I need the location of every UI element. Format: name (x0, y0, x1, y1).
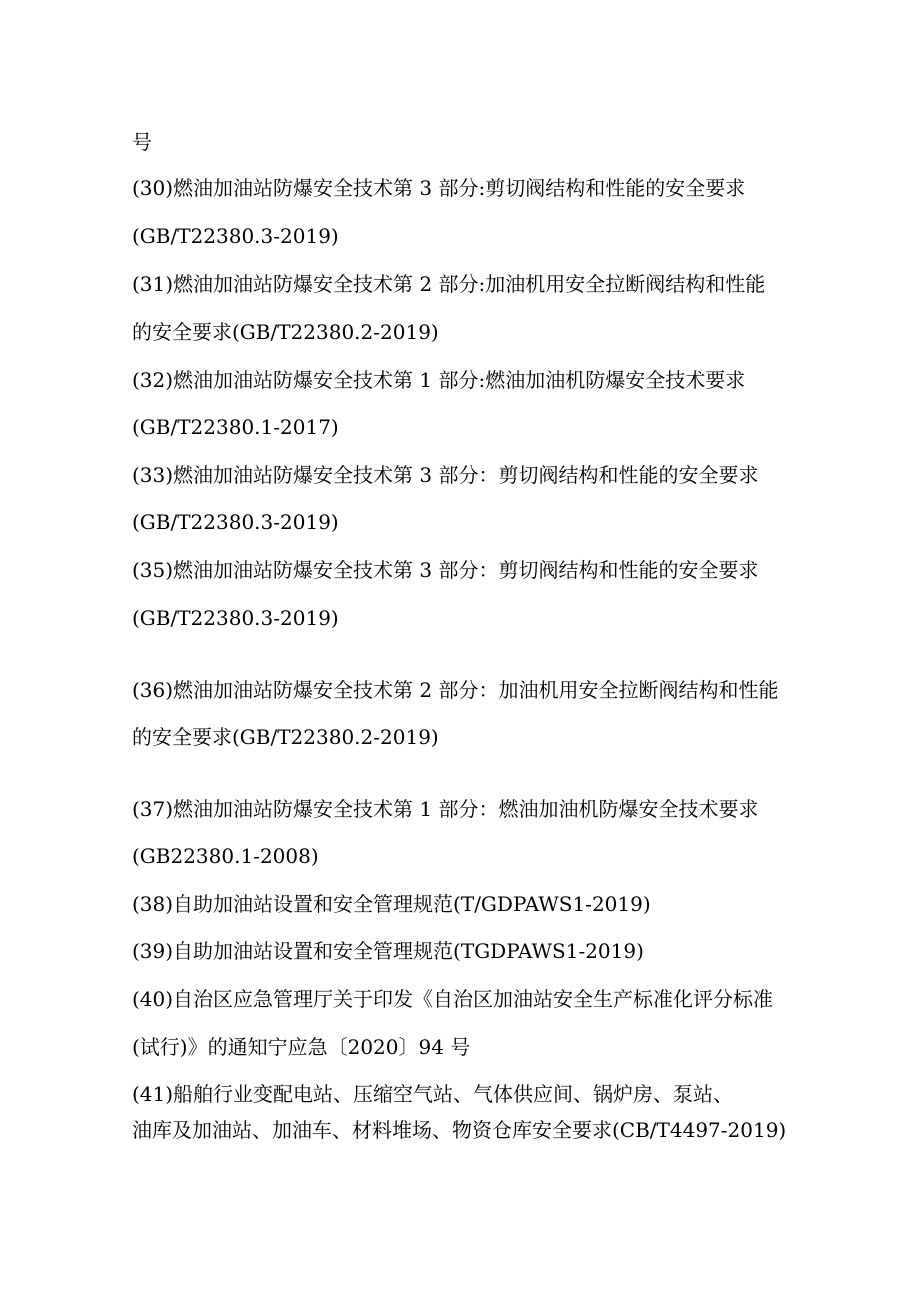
text-line-15: (GB22380.1-2008) (132, 844, 319, 868)
text-line-11: (GB/T22380.3-2019) (132, 606, 339, 630)
text-line-1: 号 (132, 130, 152, 154)
text-line-20: (41)船舶行业变配电站、压缩空气站、气体供应间、锅炉房、泵站、 (132, 1082, 734, 1106)
text-line-3: (GB/T22380.3-2019) (132, 224, 339, 248)
text-line-13: 的安全要求(GB/T22380.2-2019) (132, 725, 439, 749)
text-line-16: (38)自助加油站设置和安全管理规范(T/GDPAWS1-2019) (132, 892, 651, 916)
text-line-21: 油库及加油站、加油车、材料堆场、物资仓库安全要求(CB/T4497-2019) (132, 1118, 787, 1142)
text-line-2: (30)燃油加油站防爆安全技术第 3 部分:剪切阀结构和性能的安全要求 (132, 176, 746, 200)
text-line-17: (39)自助加油站设置和安全管理规范(TGDPAWS1-2019) (132, 939, 644, 963)
text-line-8: (33)燃油加油站防爆安全技术第 3 部分：剪切阀结构和性能的安全要求 (132, 463, 759, 487)
text-line-14: (37)燃油加油站防爆安全技术第 1 部分：燃油加油机防爆安全技术要求 (132, 797, 759, 821)
text-line-18: (40)自治区应急管理厅关于印发《自治区加油站安全生产标准化评分标准 (132, 987, 774, 1011)
text-line-6: (32)燃油加油站防爆安全技术第 1 部分:燃油加油机防爆安全技术要求 (132, 368, 746, 392)
text-line-19: (试行)》的通知宁应急〔2020〕94 号 (132, 1035, 471, 1059)
text-line-4: (31)燃油加油站防爆安全技术第 2 部分:加油机用安全拉断阀结构和性能 (132, 272, 766, 296)
text-line-12: (36)燃油加油站防爆安全技术第 2 部分：加油机用安全拉断阀结构和性能 (132, 678, 779, 702)
text-line-5: 的安全要求(GB/T22380.2-2019) (132, 320, 439, 344)
text-line-9: (GB/T22380.3-2019) (132, 510, 339, 534)
text-line-7: (GB/T22380.1-2017) (132, 415, 339, 439)
text-line-10: (35)燃油加油站防爆安全技术第 3 部分：剪切阀结构和性能的安全要求 (132, 558, 759, 582)
